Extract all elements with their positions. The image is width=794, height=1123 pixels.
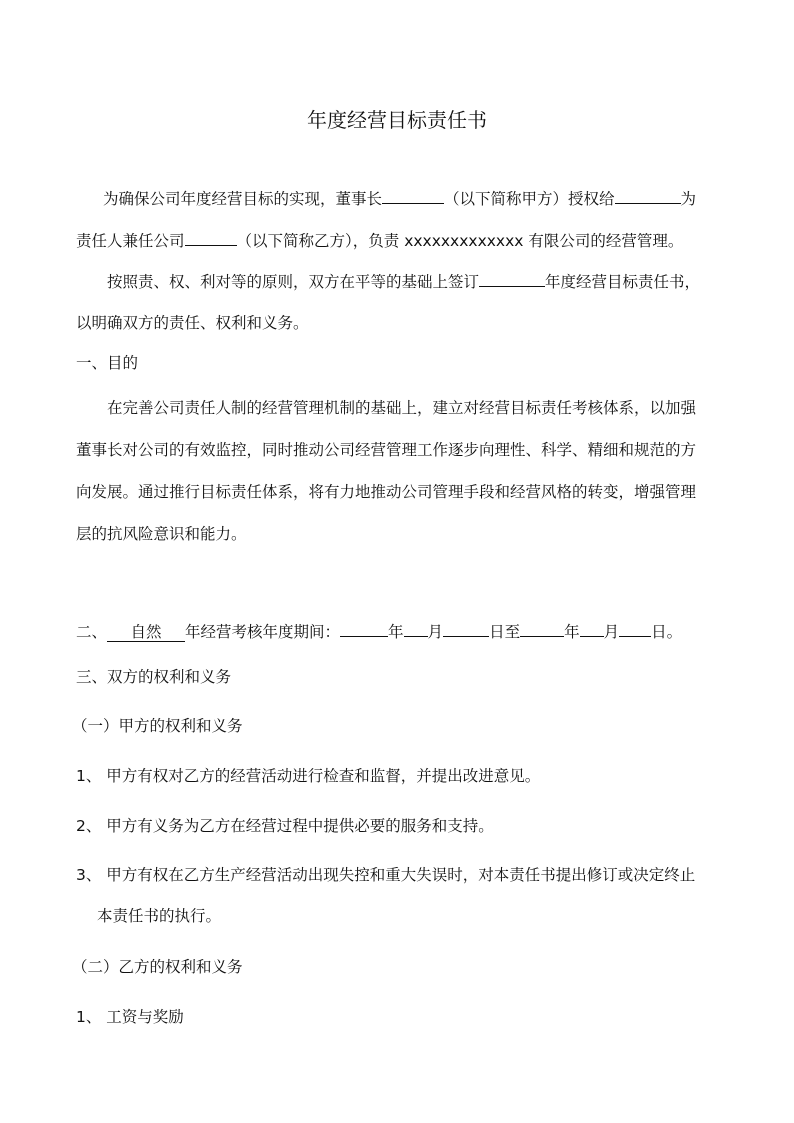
intro-text-a: 为确保公司年度经营目标的实现，董事长 (103, 190, 383, 208)
intro-line-3 (107, 269, 700, 292)
start-day-label: 日至 (489, 623, 521, 641)
intro-text-f: 按照责、权、利对等的原则，双方在平等的基础上签订 (107, 273, 480, 291)
start-month-blank (404, 619, 428, 637)
intro-text-e: （以下简称乙方），负责 xxxxxxxxxxxxx 有限公司的经营管理。 (236, 232, 684, 250)
party-b-item-1: 1、 工资与奖励 (76, 1008, 184, 1026)
year-type-fill: 自然 (107, 624, 185, 642)
document-title: 年度经营目标责任书 (307, 108, 487, 132)
intro-text-d: 责任人兼任公司 (76, 232, 185, 250)
section-1-line-1: 在完善公司责任人制的经营管理机制的基础上，建立对经营目标责任考核体系，以加强 (107, 399, 697, 417)
intro-text-c: 为 (680, 190, 697, 208)
start-day-blank (443, 619, 489, 637)
chairman-blank (382, 186, 444, 204)
start-year-blank (340, 619, 388, 637)
start-month-label: 月 (427, 623, 444, 641)
intro-text-g: 年度经营目标责任书， (545, 273, 701, 291)
section-1-heading: 一、目的 (76, 354, 139, 372)
section-1-line-4: 层的抗风险意识和能力。 (76, 525, 247, 543)
section-3-heading: 三、双方的权利和义务 (76, 668, 232, 686)
signing-year-blank (479, 269, 545, 287)
end-year-label: 年 (564, 623, 580, 641)
end-day-blank (619, 619, 651, 637)
end-day-label: 日。 (651, 623, 683, 641)
party-b-heading: （二）乙方的权利和义务 (72, 958, 243, 976)
party-a-item-2: 2、 甲方有义务为乙方在经营过程中提供必要的服务和支持。 (76, 817, 494, 835)
end-month-blank (580, 619, 604, 637)
party-a-item-3-cont: 本责任书的执行。 (97, 907, 222, 925)
section-1-line-2: 董事长对公司的有效监控，同时推动公司经营管理工作逐步向理性、科学、精细和规范的方 (76, 441, 697, 459)
section-2-line (76, 619, 682, 642)
start-year-label: 年 (388, 623, 404, 641)
party-a-heading: （一）甲方的权利和义务 (72, 717, 243, 735)
intro-text-b: （以下简称甲方）授权给 (444, 190, 615, 208)
end-month-label: 月 (603, 623, 620, 641)
party-a-item-3: 3、 甲方有权在乙方生产经营活动出现失控和重大失误时，对本责任书提出修订或决定终止 (76, 866, 696, 884)
intro-line-1 (103, 186, 696, 209)
section-2-label: 年经营考核年度期间： (185, 623, 341, 641)
intro-line-4: 以明确双方的责任、权利和义务。 (76, 314, 309, 332)
party-a-item-1: 1、 甲方有权对乙方的经营活动进行检查和监督，并提出改进意见。 (76, 767, 541, 785)
grantee-blank (615, 186, 681, 204)
section-2-prefix: 二、 (76, 623, 108, 641)
section-1-line-3: 向发展。通过推行目标责任体系，将有力地推动公司管理手段和经营风格的转变，增强管理 (76, 483, 697, 501)
company-blank (185, 228, 237, 246)
end-year-blank (520, 619, 564, 637)
intro-line-2 (76, 228, 683, 251)
